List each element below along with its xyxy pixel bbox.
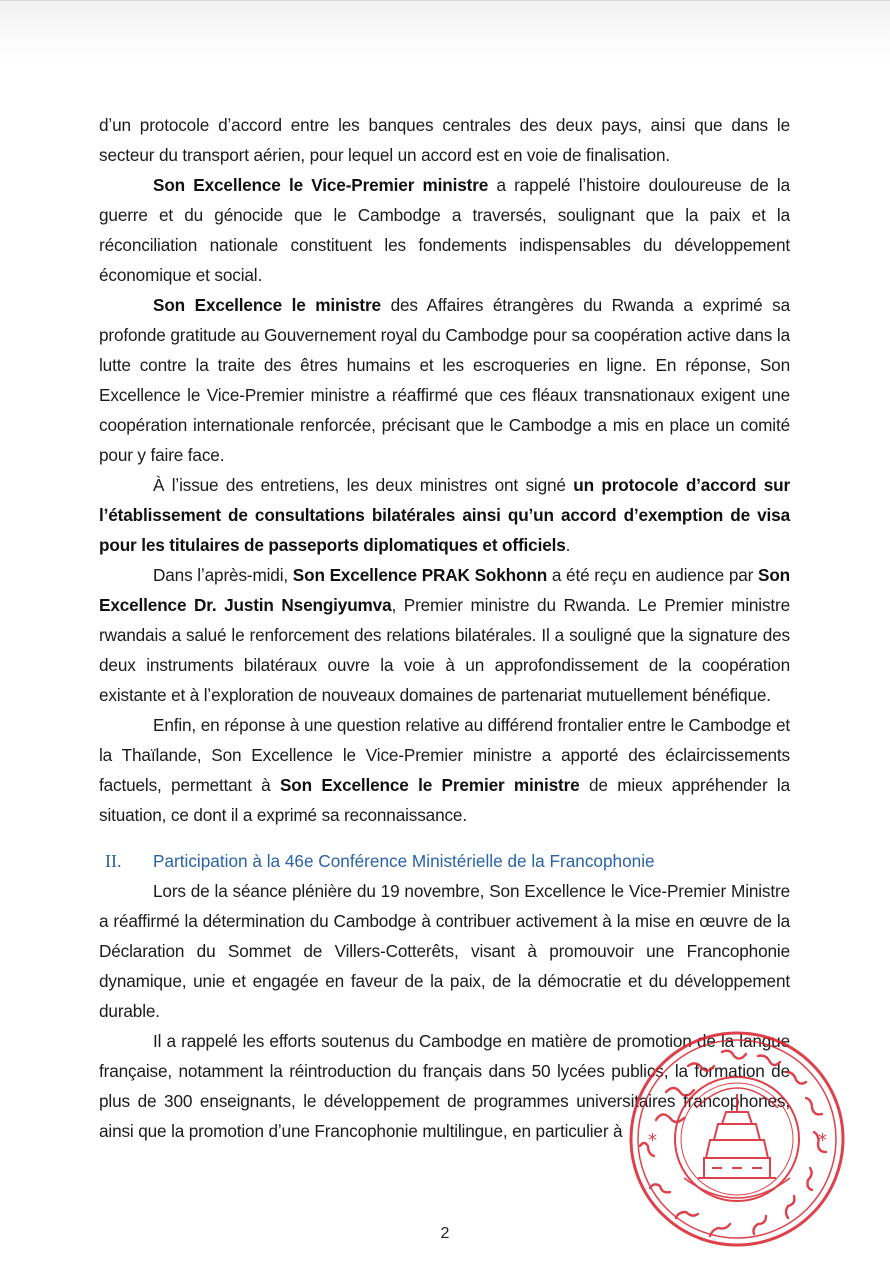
text-run: des Affaires étrangères du Rwanda a exprimé sa profonde gratitude au Gouvernement royal du Cambodge pour sa coopération active dans la lutte contre la traite des êtres humains et les escroqueries en ligne. En réponse, Son Excellence le Vice-Premier ministre a réaffirmé que ces fléaux transnationaux exigent une coopération internationale renforcée, précisant que le Cambodge a mis en place un comité pour y faire face. [99, 295, 791, 465]
text-run: , Premier ministre du Rwanda. Le Premier ministre rwandais a salué le renforcement des relations bilatérales. Il a souligné que la signature des deux instruments bilatéraux ouvre la voie à un approfondissement de la coopération existante et à lʼexploration de nouveaux domaines de partenariat mutuellement bénéfique. [99, 595, 790, 705]
viewer-top-bar [0, 0, 890, 65]
text-run: de mieux appréhender la situation, ce dont il a exprimé sa reconnaissance. [99, 775, 790, 825]
body-paragraphs [99, 110, 790, 830]
paragraph [99, 110, 790, 170]
section-heading [99, 846, 790, 876]
bold-text: Son Excellence le Premier ministre [279, 775, 580, 795]
text-run: a rappelé lʼhistoire douloureuse de la guerre et du génocide que le Cambodge a traversés, soulignant que la paix et la réconciliation nationale constituent les fondements indispensables du développement économique et social. [99, 175, 791, 285]
text-run: Dans lʼaprès-midi, [153, 565, 293, 585]
text-run: Lors de la séance plénière du 19 novembre, Son Excellence le Vice-Premier Ministre a réaffirmé la détermination du Cambodge à contribuer activement à la mise en œuvre de la Déclaration du Sommet de Villers-Cotterêts, visant à promouvoir une Francophonie dynamique, unie et engagée en faveur de la paix, de la démocratie et du développement durable. [99, 881, 790, 1021]
bold-text: Son Excellence le Vice-Premier ministre [153, 175, 489, 195]
paragraph [99, 170, 790, 290]
paragraph [99, 470, 790, 560]
paragraph [99, 290, 790, 470]
official-seal-icon [626, 1028, 848, 1250]
text-run: À lʼissue des entretiens, les deux ministres ont signé [153, 475, 574, 495]
paragraph [99, 560, 790, 710]
text-run: dʼun protocole dʼaccord entre les banques centrales des deux pays, ainsi que dans le secteur du transport aérien, pour lequel un accord est en voie de finalisation. [99, 115, 790, 165]
text-run: Il a rappelé les efforts soutenus du Cambodge en matière de promotion de la langue française, notamment la réintroduction du français dans 50 lycées publics, la formation de plus de 300 enseignants, le développement de programmes universitaires francophones, ainsi que la promotion dʼune Francophonie multilingue, en particulier à [99, 1031, 790, 1141]
text-run: Enfin, en réponse à une question relative au différend frontalier entre le Cambodge et la Thaïlande, Son Excellence le Vice-Premier ministre a apporté des éclaircissements factuels, permettant à [99, 715, 790, 795]
bold-text: Son Excellence PRAK Sokhonn [292, 565, 548, 585]
paragraph [99, 876, 790, 1026]
text-run: a été reçu en audience par [547, 565, 758, 585]
bold-text: Son Excellence le ministre [153, 295, 381, 315]
svg-text:*: * [818, 1130, 827, 1151]
bold-text: un protocole dʼaccord sur lʼétablissement de consultations bilatérales ainsi quʼun accord dʼexemption de visa pour les titulaires de passeports diplomatiques et officiels [99, 475, 790, 555]
document-page [99, 110, 790, 1146]
text-run: . [565, 535, 571, 555]
svg-text:*: * [648, 1130, 657, 1151]
paragraph [99, 710, 790, 830]
bold-text: Son Excellence Dr. Justin Nsengiyumva [99, 565, 791, 615]
section-title: Participation à la 46e Conférence Ministérielle de la Francophonie [153, 851, 655, 871]
section-number: II. [105, 851, 122, 871]
page-number: 2 [440, 1225, 450, 1242]
